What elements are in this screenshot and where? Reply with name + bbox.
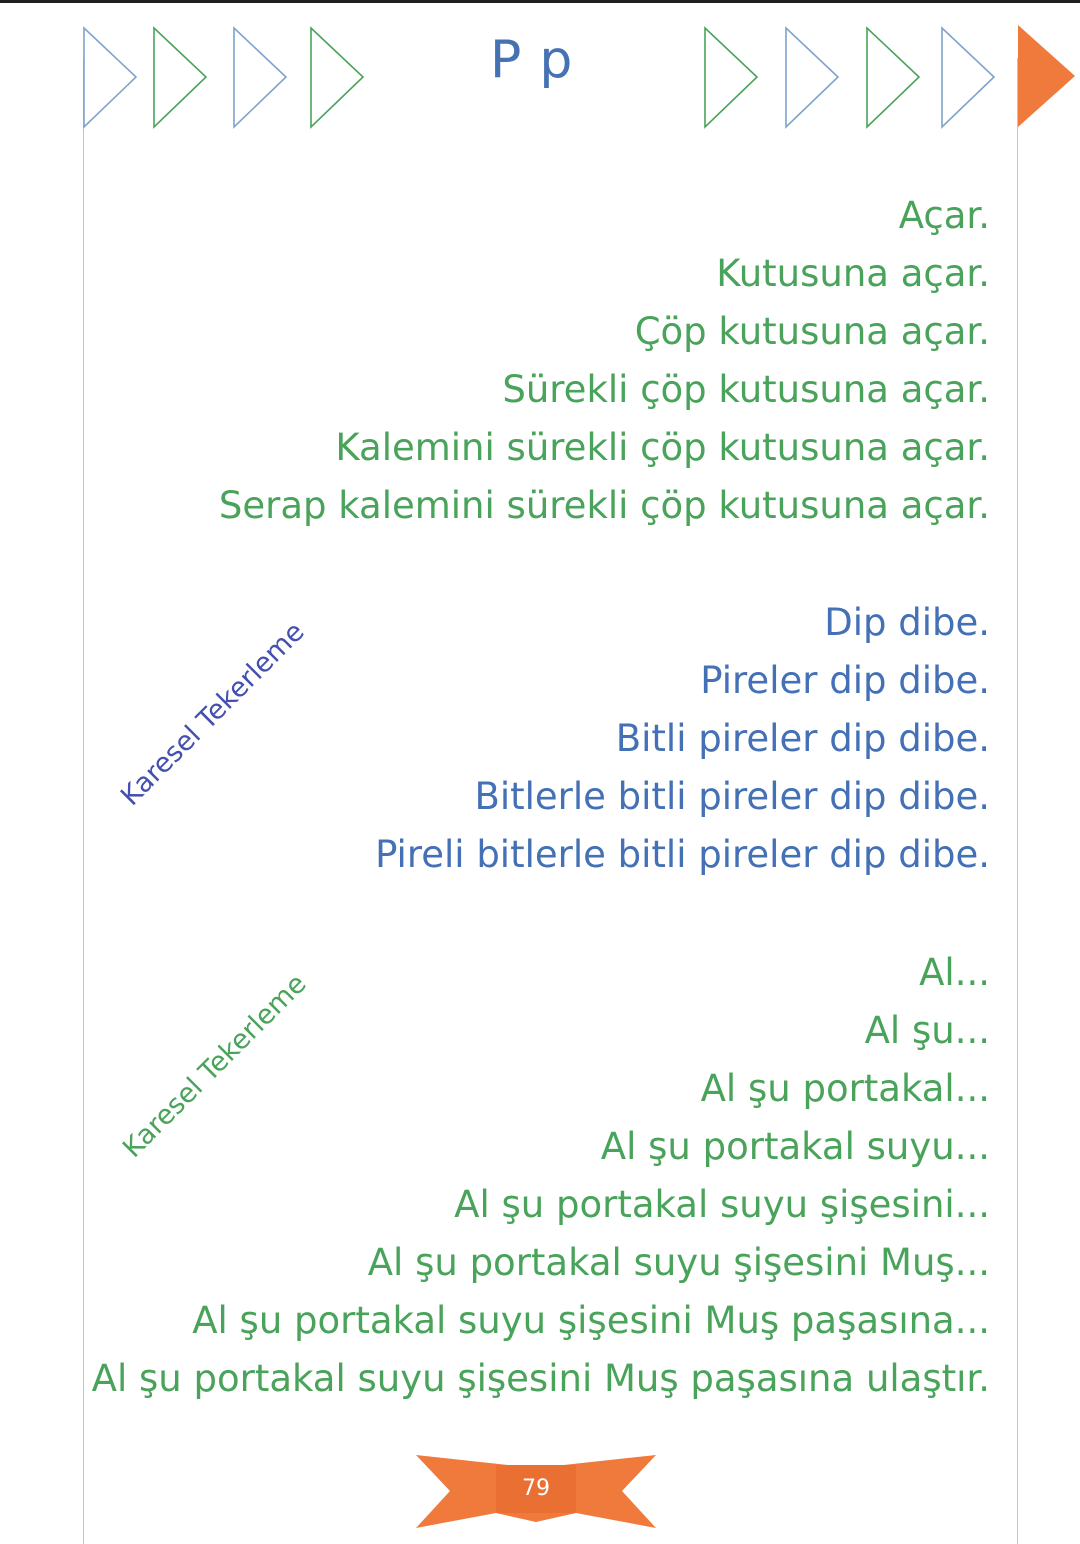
triangle-outline-icon: [154, 28, 206, 127]
verse-line: Al şu portakal suyu şişesini Muş paşasına...: [192, 1299, 990, 1342]
triangle-outline-icon: [234, 28, 286, 127]
title-lowercase: p: [539, 30, 577, 90]
triangle-outline-icon: [84, 28, 136, 127]
verse-line: Açar.: [898, 194, 990, 237]
verse-line: Sürekli çöp kutusuna açar.: [502, 368, 990, 411]
verse-line: Bitli pireler dip dibe.: [615, 717, 990, 760]
verse-line: Kutusuna açar.: [716, 252, 990, 295]
right-triangle-group: [705, 28, 994, 127]
stanza-dip-dibe: [375, 594, 990, 884]
verse-line: Kalemini sürekli çöp kutusuna açar.: [335, 426, 990, 469]
verse-line: Serap kalemini sürekli çöp kutusuna açar.: [218, 484, 990, 527]
verse-line: Al şu portakal suyu şişesini Muş...: [367, 1241, 990, 1284]
verse-line: Al...: [919, 951, 990, 994]
verse-line: Bitlerle bitli pireler dip dibe.: [474, 775, 990, 818]
side-label-karesel-tekerleme: Karesel Tekerleme: [117, 968, 313, 1164]
verse-line: Pireler dip dibe.: [700, 659, 990, 702]
verse-line: Al şu portakal...: [700, 1067, 990, 1110]
side-label-karesel-tekerleme: Karesel Tekerleme: [115, 616, 311, 812]
verse-line: Al şu portakal suyu...: [600, 1125, 990, 1168]
orange-triangle-icon: [1018, 25, 1075, 127]
title-uppercase: P: [490, 30, 526, 90]
stanza-acar: [219, 187, 990, 535]
triangle-outline-icon: [705, 28, 757, 127]
verse-line: Pireli bitlerle bitli pireler dip dibe.: [375, 833, 990, 876]
page-title-letter: [490, 30, 576, 100]
verse-line: Al şu portakal suyu şişesini...: [454, 1183, 990, 1226]
triangle-outline-icon: [786, 28, 838, 127]
page-number: 79: [522, 1476, 550, 1501]
verse-line: Dip dibe.: [824, 601, 990, 644]
triangle-outline-icon: [311, 28, 363, 127]
left-triangle-group: [84, 28, 363, 127]
stanza-al-su: [92, 944, 990, 1408]
verse-line: Çöp kutusuna açar.: [634, 310, 990, 353]
triangle-outline-icon: [942, 28, 994, 127]
verse-line: Al şu portakal suyu şişesini Muş paşasına ulaştır.: [91, 1357, 990, 1400]
verse-line: Al şu...: [864, 1009, 990, 1052]
triangle-outline-icon: [867, 28, 919, 127]
